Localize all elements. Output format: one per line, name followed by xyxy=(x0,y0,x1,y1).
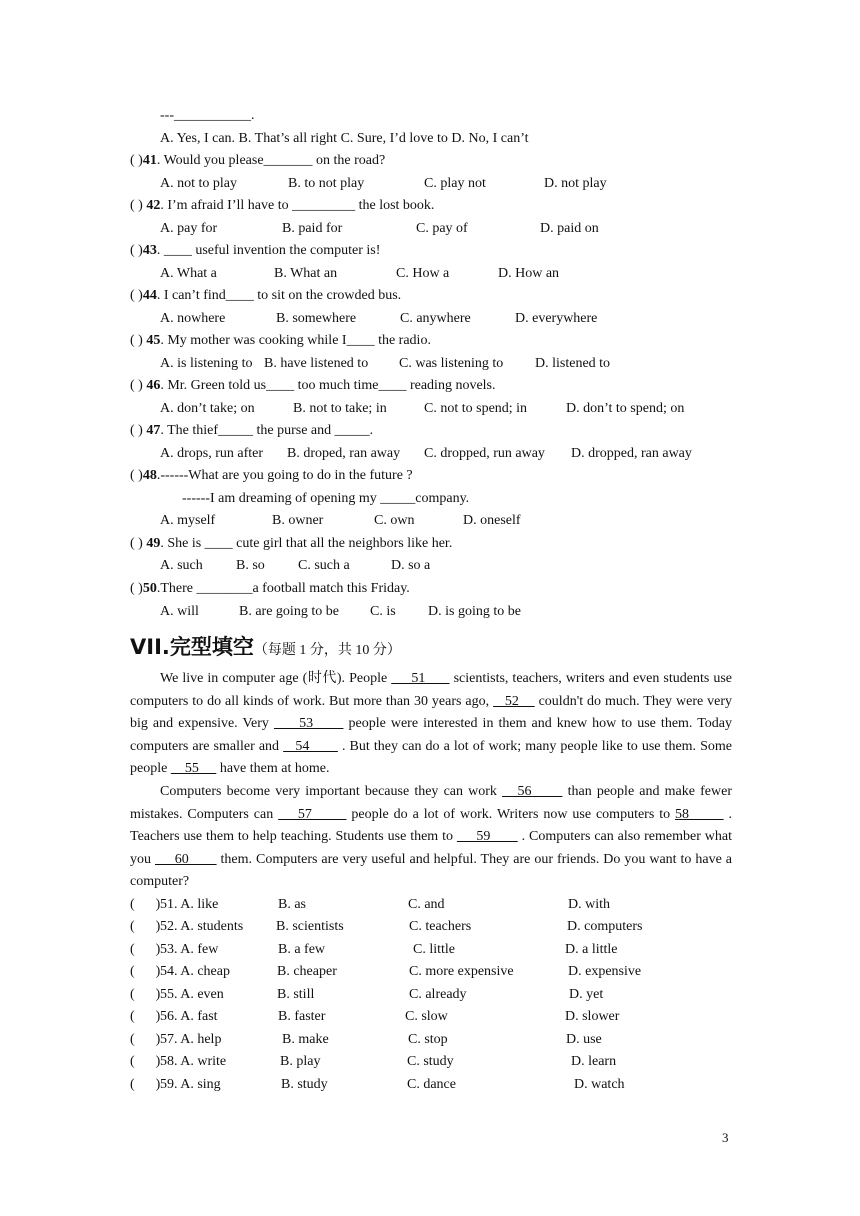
answer-paren[interactable]: ( ) xyxy=(130,1009,161,1024)
option-a: A. don’t take; on xyxy=(160,401,255,416)
option-d: D. slower xyxy=(565,1009,620,1024)
question-42 xyxy=(130,196,434,216)
option-c: C. is xyxy=(370,604,396,619)
answer-paren[interactable]: ( ) xyxy=(130,1032,161,1047)
previous-answer-line: ---___________. xyxy=(160,108,255,123)
answer-paren[interactable]: ( ) xyxy=(130,942,161,957)
option-b: B. still xyxy=(277,987,315,1002)
blank-58[interactable]: 58 xyxy=(675,806,724,822)
question-stem: . I can’t find____ to sit on the crowded bus. xyxy=(156,288,402,303)
option-b: B. What an xyxy=(274,266,338,281)
option-b: B. faster xyxy=(278,1009,326,1024)
option-c: C. little xyxy=(413,942,455,957)
option-b: B. scientists xyxy=(276,919,344,934)
passage-text: . Computers can also remember what you xyxy=(130,829,732,867)
option-b: B. are going to be xyxy=(239,604,339,619)
question-47 xyxy=(130,421,373,441)
question-44 xyxy=(130,286,401,306)
option-a: A. myself xyxy=(160,513,216,528)
question-48-reply: ------I am dreaming of opening my _____company. xyxy=(182,491,470,506)
option-b: B. to not play xyxy=(288,176,365,191)
option-b: B. as xyxy=(278,897,306,912)
passage-text: people were interested in them and knew how to use them. Today computers are smaller and xyxy=(130,716,733,754)
option-d: D. paid on xyxy=(540,221,599,236)
option-c: C. play not xyxy=(424,176,486,191)
question-43 xyxy=(130,241,380,261)
blank-57[interactable]: 57 xyxy=(278,806,347,822)
question-stem: .------What are you going to do in the future ? xyxy=(156,468,413,483)
section-note: （每题 1 分，共 10 分） xyxy=(253,643,401,658)
option-b: B. have listened to xyxy=(264,356,369,371)
section-heading xyxy=(130,631,401,661)
question-46 xyxy=(130,376,496,396)
option-c: C. stop xyxy=(408,1032,448,1047)
option-b: B. droped, ran away xyxy=(287,446,401,461)
blank-52[interactable]: 52 xyxy=(493,693,535,709)
question-stem: .There ________a football match this Friday. xyxy=(156,581,410,596)
option-c: C. not to spend; in xyxy=(424,401,528,416)
option-c: C. anywhere xyxy=(400,311,471,326)
option-d: D. not play xyxy=(544,176,607,191)
option-d: D. expensive xyxy=(568,964,642,979)
answer-paren[interactable]: ( ) xyxy=(130,333,147,348)
passage-text: them. Computers are very useful and helpful. They are our friends. Do you want to have a computer? xyxy=(130,851,732,890)
question-stem: . The thief_____ the purse and _____. xyxy=(160,423,374,438)
option-b: B. cheaper xyxy=(277,964,337,979)
option-c: C. slow xyxy=(405,1009,448,1024)
option-a: 52. A. students xyxy=(160,919,244,934)
blank-54[interactable]: 54 xyxy=(283,738,338,754)
option-b: B. a few xyxy=(278,942,326,957)
question-number: 41 xyxy=(142,153,157,168)
question-48 xyxy=(130,466,413,486)
question-number: 46 xyxy=(146,378,161,393)
question-number: 45 xyxy=(146,333,161,348)
answer-paren[interactable]: ( ) xyxy=(130,1054,161,1069)
question-number: 48 xyxy=(142,468,157,483)
question-number: 42 xyxy=(146,198,161,213)
option-a: A. not to play xyxy=(160,176,237,191)
option-d: D. is going to be xyxy=(428,604,521,619)
option-c: C. dance xyxy=(407,1077,456,1092)
option-a: 51. A. like xyxy=(160,897,219,912)
question-number: 44 xyxy=(142,288,157,303)
option-b: B. paid for xyxy=(282,221,343,236)
option-d: D. dropped, ran away xyxy=(571,446,692,461)
passage-text: We live in computer age (时代). People xyxy=(160,671,392,686)
option-d: D. How an xyxy=(498,266,560,281)
answer-paren[interactable]: ( ) xyxy=(130,581,143,596)
option-c: C. dropped, run away xyxy=(424,446,545,461)
question-number: 49 xyxy=(146,536,161,551)
passage-text: . Teachers use them to help teaching. Students use them to xyxy=(130,806,733,845)
question-stem: . I’m afraid I’ll have to _________ the lost book. xyxy=(160,198,435,213)
option-d: D. don’t to spend; on xyxy=(566,401,685,416)
option-b: B. make xyxy=(282,1032,329,1047)
option-b: B. study xyxy=(281,1077,328,1092)
option-c: C. more expensive xyxy=(409,964,514,979)
option-a: 54. A. cheap xyxy=(160,964,230,979)
blank-59[interactable]: 59 xyxy=(456,829,518,845)
option-d: D. watch xyxy=(574,1077,625,1092)
passage-text: people do a lot of work. Writers now use computers to xyxy=(346,806,676,822)
question-number: 47 xyxy=(146,423,161,438)
option-a: A. is listening to xyxy=(160,356,253,371)
option-b: B. not to take; in xyxy=(293,401,387,416)
question-50 xyxy=(130,579,410,599)
option-d: D. learn xyxy=(571,1054,617,1069)
answer-paren[interactable]: ( ) xyxy=(130,919,161,934)
option-d: D. with xyxy=(568,897,610,912)
option-b: B. play xyxy=(280,1054,321,1069)
passage-text: Computers become very important because they can work xyxy=(160,784,503,799)
answer-paren[interactable]: ( ) xyxy=(130,987,161,1002)
option-c: C. pay of xyxy=(416,221,468,236)
blank-56[interactable]: 56 xyxy=(502,784,563,799)
answer-paren[interactable]: ( ) xyxy=(130,1077,161,1092)
passage-paragraph-2 xyxy=(130,781,732,894)
answer-paren[interactable]: ( ) xyxy=(130,378,147,393)
option-c: C. such a xyxy=(298,558,350,573)
option-d: D. listened to xyxy=(535,356,611,371)
passage-paragraph-1 xyxy=(130,668,732,781)
option-b: B. somewhere xyxy=(276,311,357,326)
previous-question-options: A. Yes, I can. B. That’s all right C. Sure, I’d love to D. No, I can’t xyxy=(160,131,529,146)
answer-paren[interactable]: ( ) xyxy=(130,536,147,551)
question-stem: . My mother was cooking while I____ the radio. xyxy=(160,333,431,348)
passage-text: couldn't do much. They were very big and expensive. Very xyxy=(130,693,733,732)
passage-text: scientists, teachers, writers and even students use computers to do all kinds of work. But more than 30 years ago, xyxy=(130,671,733,709)
section-title: VII.完型填空 xyxy=(130,635,254,659)
option-c: C. already xyxy=(409,987,467,1002)
option-c: C. study xyxy=(407,1054,454,1069)
answer-paren[interactable]: ( ) xyxy=(130,198,147,213)
option-a: 56. A. fast xyxy=(160,1009,218,1024)
option-d: D. yet xyxy=(569,987,604,1002)
option-a: A. such xyxy=(160,558,203,573)
option-a: A. drops, run after xyxy=(160,446,264,461)
option-c: C. was listening to xyxy=(399,356,504,371)
question-stem: . Would you please_______ on the road? xyxy=(156,153,386,168)
answer-paren[interactable]: ( ) xyxy=(130,964,161,979)
option-a: A. nowhere xyxy=(160,311,226,326)
blank-53[interactable]: 53 xyxy=(273,716,344,732)
question-45 xyxy=(130,331,431,351)
question-stem: . Mr. Green told us____ too much time____ reading novels. xyxy=(160,378,496,393)
passage-text: than people and make fewer mistakes. Computers can xyxy=(130,784,732,822)
option-a: 53. A. few xyxy=(160,942,219,957)
option-d: D. computers xyxy=(567,919,643,934)
question-49 xyxy=(130,534,452,554)
option-a: 59. A. sing xyxy=(160,1077,221,1092)
option-a: A. What a xyxy=(160,266,217,281)
answer-paren[interactable]: ( ) xyxy=(130,897,161,912)
passage-text: have them at home. xyxy=(216,761,330,777)
answer-paren[interactable]: ( ) xyxy=(130,153,143,168)
option-a: 57. A. help xyxy=(160,1032,222,1047)
answer-paren[interactable]: ( ) xyxy=(130,288,143,303)
option-d: D. so a xyxy=(391,558,431,573)
option-c: C. and xyxy=(408,897,445,912)
option-c: C. teachers xyxy=(409,919,472,934)
question-stem: . ____ useful invention the computer is! xyxy=(156,243,381,258)
question-number: 43 xyxy=(142,243,157,258)
passage-text: . But they can do a lot of work; many people like to use them. Some people xyxy=(130,738,733,777)
page-number: 3 xyxy=(722,1130,729,1145)
option-b: B. so xyxy=(236,558,265,573)
option-d: D. oneself xyxy=(463,513,521,528)
question-stem: . She is ____ cute girl that all the neighbors like her. xyxy=(160,536,453,551)
option-d: D. everywhere xyxy=(515,311,598,326)
option-d: D. a little xyxy=(565,942,618,957)
option-c: C. own xyxy=(374,513,415,528)
option-a: 55. A. even xyxy=(160,987,224,1002)
blank-55[interactable]: 55 xyxy=(170,761,217,777)
answer-paren[interactable]: ( ) xyxy=(130,243,143,258)
blank-51[interactable]: 51 xyxy=(391,671,450,686)
question-number: 50 xyxy=(142,581,157,596)
option-a: A. will xyxy=(160,604,199,619)
option-a: A. pay for xyxy=(160,221,218,236)
answer-paren[interactable]: ( ) xyxy=(130,423,147,438)
option-b: B. owner xyxy=(272,513,324,528)
option-d: D. use xyxy=(566,1032,602,1047)
question-41 xyxy=(130,151,385,171)
option-a: 58. A. write xyxy=(160,1054,227,1069)
answer-paren[interactable]: ( ) xyxy=(130,468,143,483)
blank-60[interactable]: 60 xyxy=(154,851,217,867)
option-c: C. How a xyxy=(396,266,450,281)
